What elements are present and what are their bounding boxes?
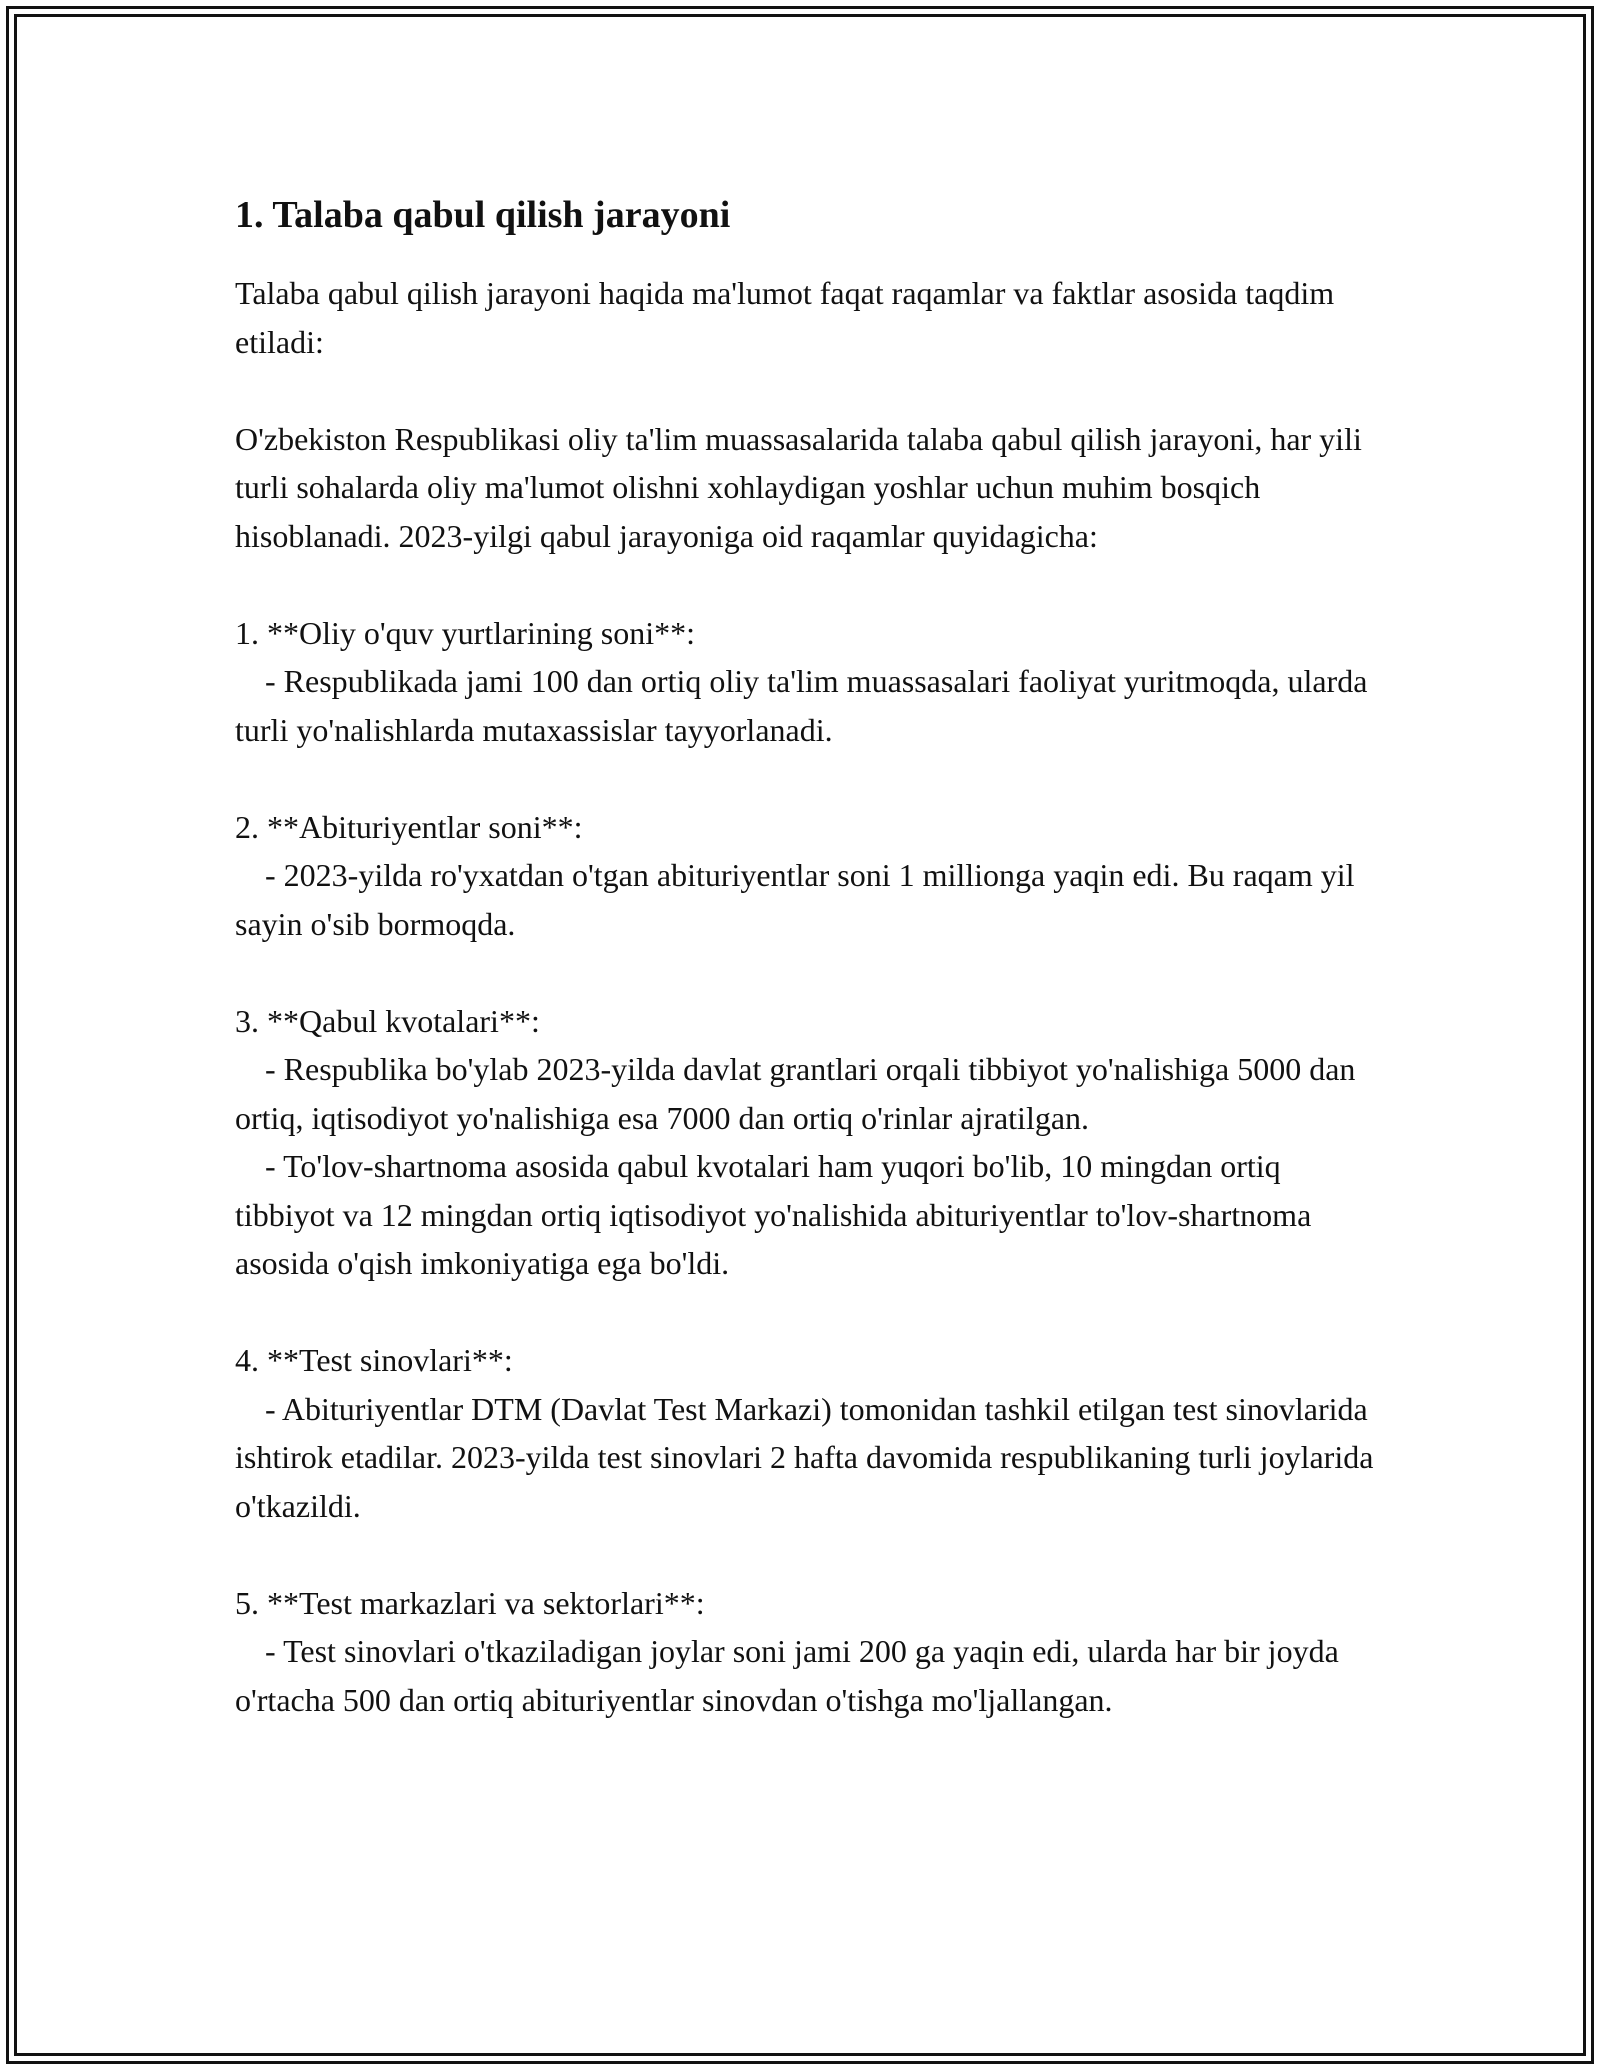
list-item-bullet: - 2023-yilda ro'yxatdan o'tgan abituriyentlar soni 1 millionga yaqin edi. Bu raqam yil sayin o'sib bormoqda. [235,857,1363,942]
intro-paragraph: Talaba qabul qilish jarayoni haqida ma'lumot faqat raqamlar va faktlar asosida taqdim etiladi: [235,275,1343,360]
list-item-bullet: - Respublikada jami 100 dan ortiq oliy ta'lim muassasalari faoliyat yuritmoqda, ularda turli yo'nalishlarda mutaxassislar tayyorlanadi. [235,663,1376,748]
list-item-bullet: - To'lov-shartnoma asosida qabul kvotalari ham yuqori bo'lib, 10 mingdan ortiq tibbiyot va 12 mingdan ortiq iqtisodiyot yo'nalishida abituriyentlar to'lov-shartnoma asosida o'qish imkoniyatiga ega bo'ldi. [235,1148,1320,1281]
context-paragraph: O'zbekiston Respublikasi oliy ta'lim muassasalarida talaba qabul qilish jarayoni, har yili turli sohalarda oliy ma'lumot olishni xohlaydigan yoshlar uchun muhim bosqich hisoblanadi. 2023-yilgi qabul jarayoniga oid raqamlar quyidagicha: [235,420,1370,554]
list-item [235,997,1385,1288]
list-item-heading: 1. **Oliy o'quv yurtlarining soni**: [235,614,695,651]
list-item-bullet: - Test sinovlari o'tkaziladigan joylar soni jami 200 ga yaqin edi, ularda har bir joyda o'rtacha 500 dan ortiq abituriyentlar sinovdan o'tishga mo'ljallangan. [235,1633,1347,1718]
list-item-heading: 5. **Test markazlari va sektorlari**: [235,1584,705,1621]
list-item-bullet: - Abituriyentlar DTM (Davlat Test Markazi) tomonidan tashkil etilgan test sinovlarida ishtirok etadilar. 2023-yilda test sinovlari 2 hafta davomida respublikaning turli joylarida o'tkazildi. [235,1390,1382,1524]
list-item [235,1336,1385,1530]
list-item-bullet: - Respublika bo'ylab 2023-yilda davlat grantlari orqali tibbiyot yo'nalishiga 5000 dan ortiq, iqtisodiyot yo'nalishiga esa 7000 dan ortiq o'rinlar ajratilgan. [235,1051,1364,1136]
list-item [235,1579,1385,1725]
document-body [235,188,1385,1773]
document-title: 1. Talaba qabul qilish jarayoni [235,194,731,236]
list-item-heading: 2. **Abituriyentlar soni**: [235,808,583,845]
list-item [235,803,1385,949]
list-item [235,609,1385,755]
list-item-heading: 4. **Test sinovlari**: [235,1342,513,1378]
list-item-heading: 3. **Qabul kvotalari**: [235,1002,540,1039]
